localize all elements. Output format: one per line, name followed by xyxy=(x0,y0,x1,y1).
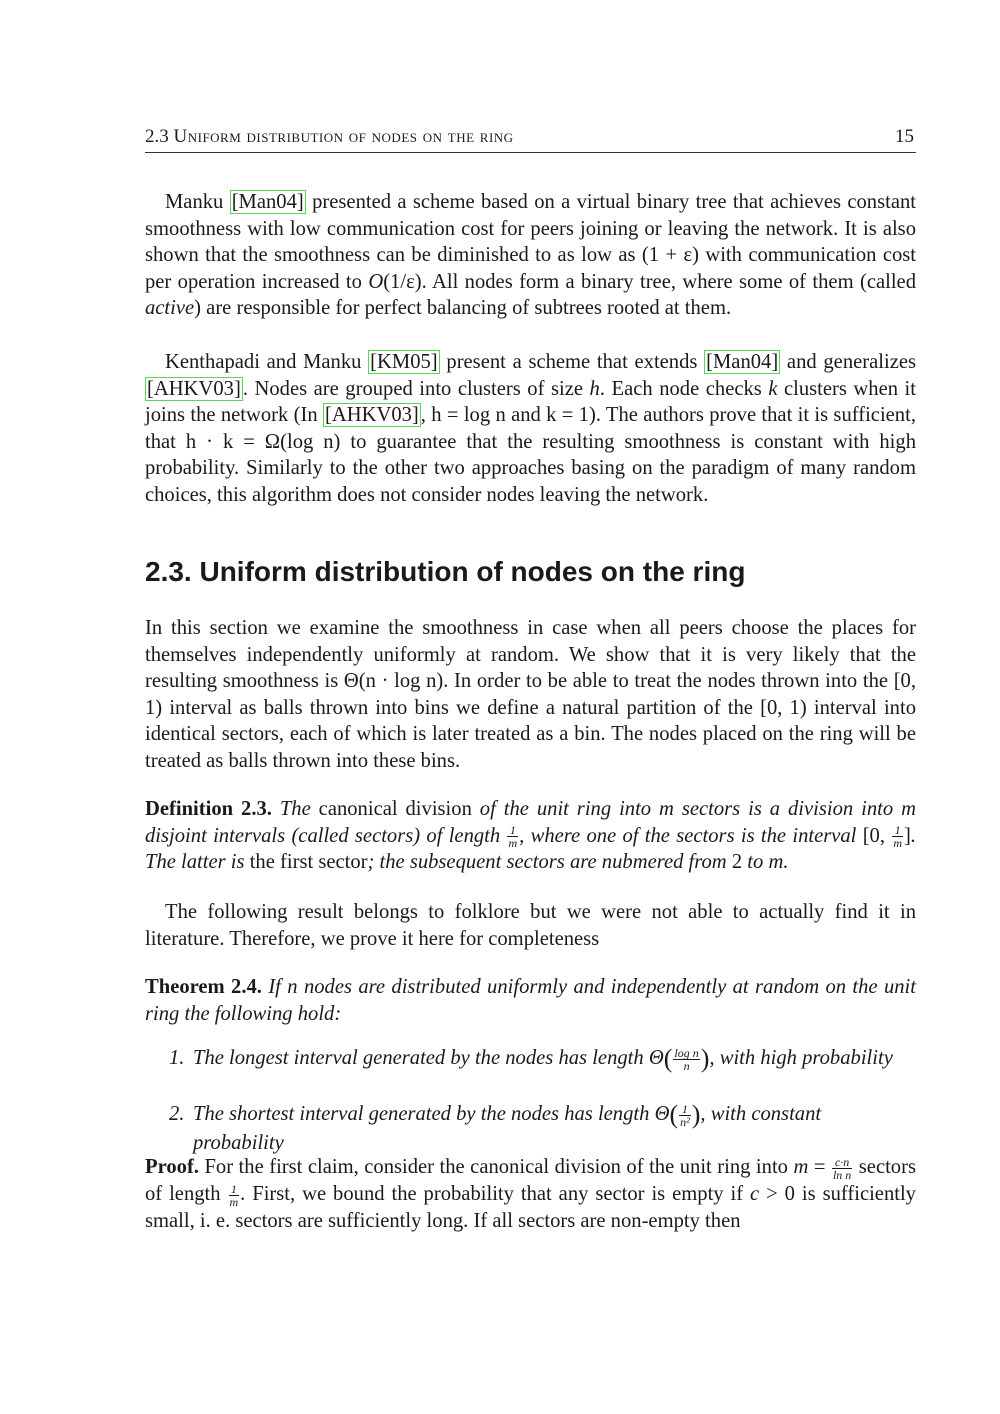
theorem-block xyxy=(145,974,916,1027)
text: Kenthapadi and Manku xyxy=(165,351,369,373)
citation-link[interactable]: [Man04] xyxy=(706,351,779,373)
fraction-numerator: 1 xyxy=(507,824,518,837)
text: clusters when it joins the network (In xyxy=(145,377,917,427)
fraction-numerator: log n xyxy=(674,1045,699,1060)
text: For the first claim, consider the canonical division of the unit ring into xyxy=(198,1156,794,1178)
text: presented a scheme based on a virtual binary tree that achieves constant smoothness with low communication cost for peers joining or leaving the network. It is also shown that the smoothness can be diminished to as low as (1 + ε) with communication cost per operation increased to xyxy=(145,191,916,293)
header-section-title: Uniform distribution of nodes on the ring xyxy=(173,126,514,147)
paren: ) xyxy=(700,1044,710,1073)
text: 2 xyxy=(731,851,743,874)
list-item xyxy=(145,1100,916,1157)
fraction xyxy=(229,1183,240,1208)
item-number: 1. xyxy=(169,1047,185,1069)
text: [0, xyxy=(862,824,892,847)
text: , h = log n and k = 1). The authors prove that it is sufficient, that h · k = Ω(log n) to guarantee that the resulting smoothness is constant with high probability. Similarly to the other two approaches basing on the paradigm of many random choices, this algorithm does not consider nodes leaving the network. xyxy=(145,404,916,506)
text: present a scheme that extends xyxy=(439,351,705,373)
text: ] xyxy=(903,824,911,847)
fraction xyxy=(507,824,518,849)
text: (1/ε). All nodes form a binary tree, where some of them (called xyxy=(383,270,916,293)
text: canonical division xyxy=(310,798,472,820)
page-number: 15 xyxy=(895,126,914,147)
paragraph-folklore: The following result belongs to folklore but we were not able to actually find it in literature. Therefore, we prove it here for completeness xyxy=(145,901,916,950)
theorem-label: Theorem 2.4. xyxy=(145,976,262,998)
paren: ) xyxy=(691,1100,701,1129)
text: = xyxy=(808,1156,831,1178)
text: The shortest interval generated by the nodes has length Θ xyxy=(193,1103,670,1125)
citation-link[interactable]: [AHKV03] xyxy=(324,404,419,427)
header-section xyxy=(145,126,514,148)
paragraph-kenthapadi xyxy=(145,349,916,509)
header-section-number: 2.3 xyxy=(145,126,169,147)
fraction-denominator: n xyxy=(683,1058,690,1073)
running-header xyxy=(145,126,916,153)
citation-link[interactable]: [Man04] xyxy=(231,191,304,213)
citation-link[interactable]: [AHKV03] xyxy=(147,377,241,400)
text: , with high probability xyxy=(709,1047,893,1069)
text: . First, we bound the probability that any sector is empty if xyxy=(240,1182,751,1205)
text: . Nodes are grouped into clusters of size xyxy=(242,377,590,400)
proof-block xyxy=(145,1154,916,1234)
fraction xyxy=(673,1047,699,1072)
emphasis: active xyxy=(145,297,195,320)
text: , where one of the sectors is the interval xyxy=(519,824,863,847)
paragraph-intro: In this section we examine the smoothness in case when all peers choose the places for themselves independently uniformly at random. We show that it is very likely that the resulting smoothness is Θ(n · log n). In order to be able to treat the nodes thrown into the [0, 1) interval as balls thrown into bins we define a natural partition of the [0, 1) interval into identical sectors, each of which is later treated as a bin. The nodes placed on the ring will be treated as balls thrown into these bins. xyxy=(145,617,916,772)
section-heading: 2.3. Uniform distribution of nodes on the ring xyxy=(145,556,746,587)
fraction xyxy=(832,1156,852,1181)
fraction xyxy=(679,1103,691,1128)
fraction-denominator: m xyxy=(229,1194,239,1209)
definition-block xyxy=(145,796,916,876)
text: and generalizes xyxy=(780,351,916,373)
text: , with constant probability xyxy=(193,1103,822,1154)
paren: ( xyxy=(663,1044,673,1073)
definition-label: Definition 2.3. xyxy=(145,798,272,820)
fraction-denominator: m xyxy=(508,836,518,851)
text: The longest interval generated by the nodes has length Θ xyxy=(193,1047,664,1069)
item-number: 2. xyxy=(169,1103,185,1125)
theorem-claims xyxy=(145,1044,916,1157)
fraction-numerator: 1 xyxy=(892,824,903,837)
fraction xyxy=(892,824,903,849)
text: Manku xyxy=(165,191,230,213)
text: . Each node checks xyxy=(599,377,769,400)
fraction-denominator: m xyxy=(893,836,902,851)
fraction-numerator: 1 xyxy=(229,1183,240,1196)
citation-link[interactable]: [KM05] xyxy=(370,351,438,373)
proof-label: Proof. xyxy=(145,1156,199,1178)
text: The xyxy=(271,798,311,820)
math: c xyxy=(750,1182,760,1205)
text: . The latter is xyxy=(145,824,916,874)
fraction-denominator: ln n xyxy=(832,1167,852,1182)
text: ) are responsible for perfect balancing of subtrees rooted at them. xyxy=(194,297,732,320)
text: to m. xyxy=(742,851,789,874)
text: sectors of length xyxy=(145,1156,916,1205)
text: ; the subsequent sectors are nubmered from xyxy=(367,851,732,874)
fraction-numerator: c·n xyxy=(832,1156,852,1169)
text: > 0 is sufficiently small, i. e. sectors are sufficiently long. If all sectors are non-empty then xyxy=(145,1182,916,1232)
text: the first sector xyxy=(244,851,368,874)
math: m xyxy=(793,1156,809,1178)
text: If n nodes are distributed uniformly and independently at random on the unit ring the following hold: xyxy=(145,976,916,1025)
math: h xyxy=(589,377,600,400)
paragraph-manku xyxy=(145,189,916,322)
text: of the unit ring into m sectors is a division into m disjoint intervals (called sectors) of length xyxy=(145,798,916,847)
list-item xyxy=(145,1044,916,1100)
math: O xyxy=(368,270,384,293)
math: k xyxy=(768,377,778,400)
fraction-numerator: 1 xyxy=(679,1103,691,1116)
fraction-denominator: n² xyxy=(680,1114,690,1129)
paren: ( xyxy=(669,1100,679,1129)
